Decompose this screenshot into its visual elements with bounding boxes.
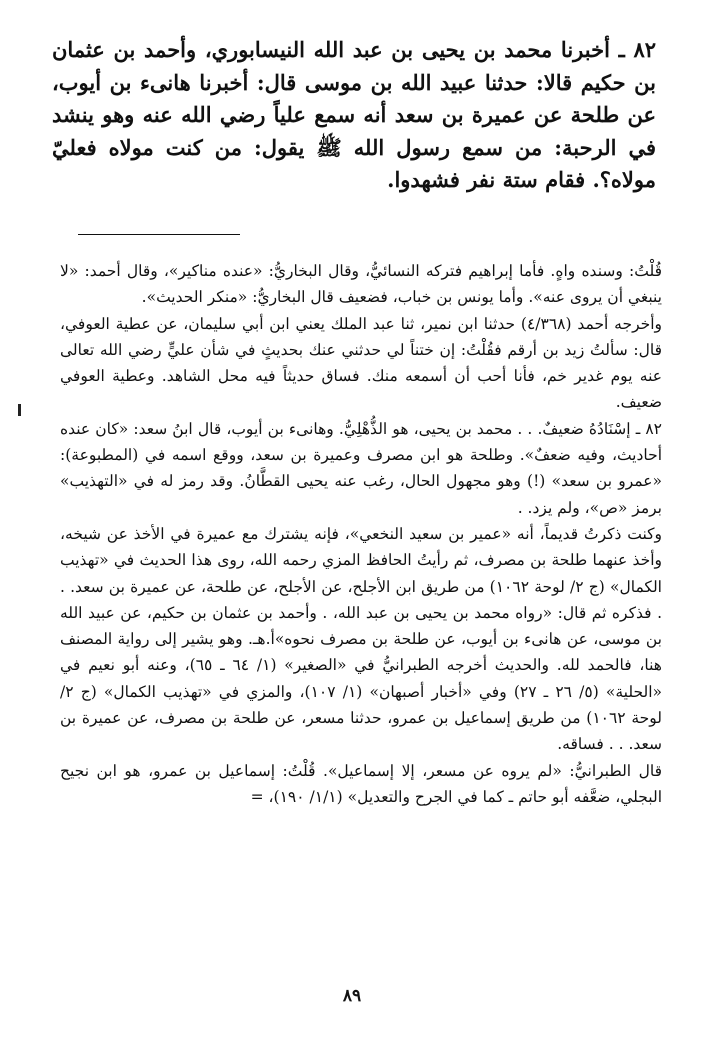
- footnote-paragraph: ٨٢ ـ إسْنَادُهُ ضعيفٌ. . . محمد بن يحيى، هو الذُّهْلِيُّ. وهانىء بن أيوب، قال ابنُ سعد: «كان عنده أحاديث، وفيه ضعفٌ». وطلحة هو ابن مصرف وعميرة بن سعد، ووقع اسمه في (المطبوعة): «عمرو بن سعد» (!) وهو مجهول الحال، رغب عنه يحيى القطَّانُ. وقد رمز له في «التهذيب» برمز «ص»، ولم يزد. .: [60, 419, 662, 517]
- page-number: ٨٩: [342, 986, 362, 1006]
- hadith-82-paragraph: ٨٢ ـ أخبرنا محمد بن يحيى بن عبد الله النيسابوري، وأحمد بن عثمان بن حكيم قالا: حدثنا عبيد الله بن موسى قال: أخبرنا هانىء بن أيوب، عن طلحة عن عميرة بن سعد أنه سمع علياً رضي الله عنه وهو ينشد في الرحبة: من سمع رسول الله ﷺ يقول: من كنت مولاه فعليّ مولاه؟. فقام ستة نفر فشهدوا.: [52, 37, 656, 192]
- footnote-separator: [78, 234, 240, 235]
- footnote-paragraph: قال الطبرانيُّ: «لم يروه عن مسعر، إلا إسماعيل». قُلْتُ: إسماعيل بن عمرو، هو ابن نجيح البجلي، ضعَّفه أبو حاتم ـ كما في الجرح والتعديل» (١/١/ ١٩٠)، =: [60, 761, 662, 806]
- footnote-paragraph: وأخرجه أحمد (٤/٣٦٨) حدثنا ابن نمير، ثنا عبد الملك يعني ابن أبي سليمان، عن عطية العوفي، قال: سألتُ زيد بن أرقم فقُلْتُ: إن ختناً لي حدثني عنك بحديثٍ في شأن عليٍّ رضي الله تعالى عنه يوم غدير خم، فأنا أحب أن أسمعه منك. فساق حديثاً فيه محل الشاهد. وعطية العوفي ضعيف.: [60, 314, 662, 412]
- footnote-paragraph: قُلْتُ: وسنده واهٍ. فأما إبراهيم فتركه النسائيُّ، وقال البخاريُّ: «عنده مناكير»، وقال أحمد: «لا ينبغي أن يروى عنه». وأما يونس بن خباب، فضعيف قال البخاريُّ: «منكر الحديث».: [60, 262, 662, 307]
- margin-mark: [18, 404, 21, 416]
- footnotes-block: [60, 258, 662, 810]
- footnote-paragraph: وكنت ذكرتُ قديماً، أنه «عمير بن سعيد النخعي»، فإنه يشترك مع عميرة في الأخذ عن شيخه، وأخذ عنهما طلحة بن مصرف، ثم رأيتُ الحافظ المزي رحمه الله، روى هذا الحديث في «تهذيب الكمال» (ج ٢/ لوحة ١٠٦٢) من طريق ابن الأجلح، عن الأجلح، عن طلحة، عن عميرة بن سعد. . . فذكره ثم قال: «رواه محمد بن يحيى بن عبد الله، . وأحمد بن عثمان بن حكيم، عن عبيد الله بن موسى، عن هانىء بن أيوب، عن طلحة بن مصرف نحوه»أ.هـ. وهو يشير إلى رواية المصنف هنا، فالحمد لله. والحديث أخرجه الطبرانيُّ في «الصغير» (١/ ٦٤ ـ ٦٥)، وعنه أبو نعيم في «الحلية» (٥/ ٢٦ ـ ٢٧) وفي «أخبار أصبهان» (١/ ١٠٧)، والمزي في «تهذيب الكمال» (ج ٢/ لوحة ١٠٦٢) من طريق إسماعيل بن عمرو، حدثنا مسعر، عن طلحة بن مصرف، عن عميرة بن سعد. . . فساقه.: [60, 524, 662, 754]
- main-text-block: [52, 34, 656, 197]
